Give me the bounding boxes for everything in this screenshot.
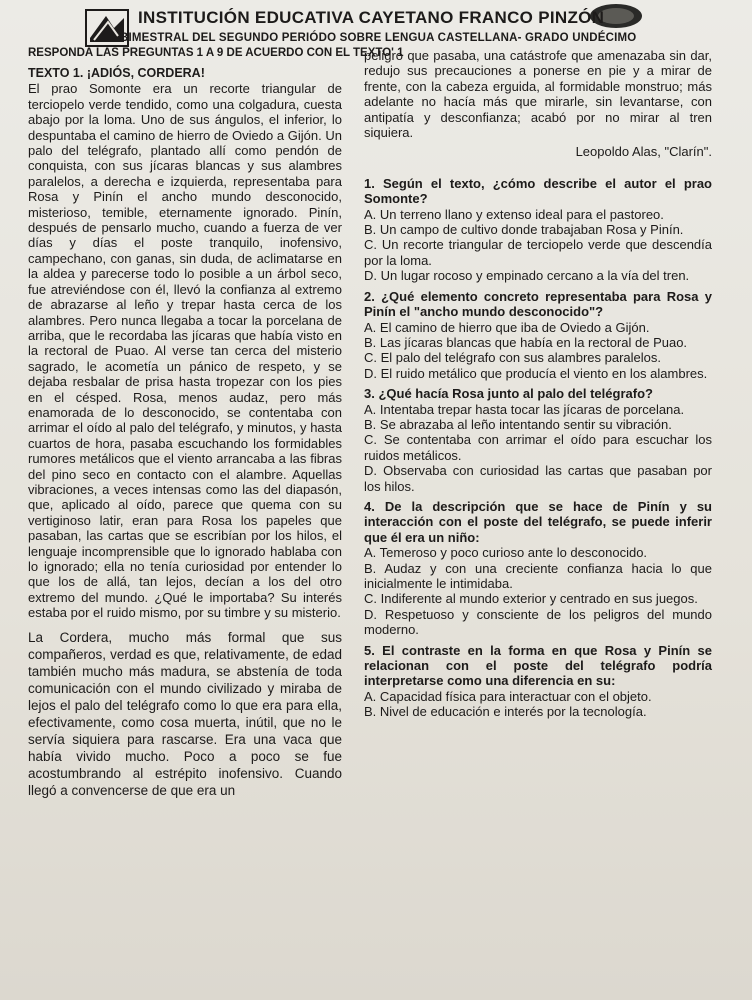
answer-option[interactable]: C. Indiferente al mundo exterior y centrado en sus juegos. [364, 591, 698, 607]
answer-option[interactable]: C. Un recorte triangular de terciopelo verde que descendía por la loma. [364, 237, 712, 268]
exam-subtitle: BIMESTRAL DEL SEGUNDO PERIÓDO SOBRE LENGUA CASTELLANA- GRADO UNDÉCIMO [120, 32, 637, 44]
question-stem: 2. ¿Qué elemento concreto representaba para Rosa y Pinín el "ancho mundo desconocido"? [364, 288, 712, 320]
question-4 [364, 499, 712, 638]
text-paragraph-1: El prao Somonte era un recorte triangular de terciopelo verde tendido, como una colgadura, cuesta abajo por la loma. Uno de sus ángulos, el inferior, lo despuntaba el camino de hierro de Oviedo a Gijón. Un palo del telégrafo, plantado allí como pendón de conquista, con sus jícaras blancas y sus alambres paralelos, a derecha e izquierda, representaba para Rosa y Pinín el ancho mundo desconocido, misterioso, temible, eternamente ignorado. Pinín, después de pensarlo mucho, cuando a fuerza de ver días y días el poste tranquilo, inofensivo, campechano, con ganas, sin duda, de aclimatarse en la aldea y parecerse todo lo posible a un árbol seco, fue atreviéndose con él, llevó la confianza al extremo de abrazarse al leño y trepar hasta cerca de los alambres. Pero nunca llegaba a tocar la porcelana de arriba, que le recordaba las jícaras que había visto en la rectoral de Puao. Al verse tan cerca del misterio sagrado, le acometía un pánico de respeto, y se dejaba resbalar de prisa hasta tropezar con los pies en el césped. Rosa, menos audaz, pero más enamorada de lo desconocido, se contentaba con arrimar el oído al palo del telégrafo, y minutos, y hasta cuartos de hora, pasaba escuchando los formidables rumores metálicos que el viento arrancaba a las fibras del pino seco en contacto con el alambre. Aquellas vibraciones, a veces intensas como las del diapasón, que, aplicado al oído, parece que quema con su vertiginoso latir, eran para Rosa los papeles que pasaban, las cartas que se escribían por los hilos, el lenguaje incomprensible que lo ignorado hablaba con lo ignorado; ella no tenía curiosidad por entender lo que los de allá, tan lejos, decían a los del otro extremo del mundo. ¿Qué le importaba? Su interés estaba por el ruido mismo, por su timbre y su misterio. [28, 81, 342, 621]
author-credit: Leopoldo Alas, "Clarín". [575, 144, 712, 160]
question-1 [364, 176, 712, 284]
reading-text-column [28, 66, 342, 799]
answer-option[interactable]: D. El ruido metálico que producía el viento en los alambres. [364, 365, 708, 381]
answer-option[interactable]: D. Respetuoso y consciente de los peligros del mundo moderno. [364, 606, 712, 638]
questions-column [364, 48, 712, 720]
text-continuation: peligro que pasaba, una catástrofe que amenazaba sin dar, redujo sus precauciones a ponerse en pie y a mirar de frente, con la cabeza erguida, al formidable monstruo; más adelante no hacía más que mirarle, sin levantarse, con antipatía y desconfianza; acabó por no mirar al tren siquiera. [364, 48, 712, 141]
question-stem: 3. ¿Qué hacía Rosa junto al palo del telégrafo? [364, 386, 653, 402]
answer-option[interactable]: A. Un terreno llano y extenso ideal para el pastoreo. [364, 206, 664, 222]
question-5 [364, 643, 712, 720]
answer-option[interactable]: B. Las jícaras blancas que había en la rectoral de Puao. [364, 334, 688, 350]
question-2 [364, 289, 712, 381]
question-stem: 1. Según el texto, ¿cómo describe el autor el prao Somonte? [364, 175, 712, 207]
instructions: RESPONDA LAS PREGUNTAS 1 A 9 DE ACUERDO CON EL TEXTO' 1 [28, 47, 404, 59]
question-3 [364, 386, 712, 494]
answer-option[interactable]: A. Capacidad física para interactuar con el objeto. [364, 688, 652, 704]
question-stem: 4. De la descripción que se hace de Pinín y su interacción con el poste del telégrafo, se puede inferir que él era un niño: [364, 498, 712, 545]
answer-option[interactable]: B. Nivel de educación e interés por la tecnología. [364, 704, 647, 720]
text-title: TEXTO 1. ¡ADIÓS, CORDERA! [28, 66, 205, 80]
answer-option[interactable]: D. Un lugar rocoso y empinado cercano a la vía del tren. [364, 268, 690, 284]
answer-option[interactable]: A. Temeroso y poco curioso ante lo desconocido. [364, 545, 648, 561]
answer-option[interactable]: D. Observaba con curiosidad las cartas que pasaban por los hilos. [364, 463, 712, 494]
answer-option[interactable]: B. Audaz y con una creciente confianza hacia lo que inicialmente le intimidaba. [364, 560, 712, 591]
answer-option[interactable]: B. Se abrazaba al leño intentando sentir su vibración. [364, 416, 672, 432]
answer-option[interactable]: C. Se contentaba con arrimar el oído para escuchar los ruidos metálicos. [364, 432, 712, 463]
text-paragraph-2: La Cordera, mucho más formal que sus compañeros, verdad es que, relativamente, de edad también mucho más madura, se abstenía de toda comunicación con el mundo civilizado y miraba de lejos el palo del telégrafo como lo que era para ella, efectivamente, como cosa muerta, inútil, que no le servía siquiera para rascarse. Era una vaca que había vivido mucho. Poco a poco se fue acostumbrando al estrépito inofensivo. Cuando llegó a convencerse de que era un [28, 629, 342, 798]
question-stem: 5. El contraste en la forma en que Rosa y Pinín se relacionan con el poste del telégrafo podría interpretarse como una diferencia en su: [364, 642, 712, 689]
institution-name: INSTITUCIÓN EDUCATIVA CAYETANO FRANCO PINZÓN [138, 8, 605, 27]
answer-option[interactable]: C. El palo del telégrafo con sus alambres paralelos. [364, 350, 661, 366]
answer-option[interactable]: B. Un campo de cultivo donde trabajaban Rosa y Pinín. [364, 222, 684, 238]
answer-option[interactable]: A. Intentaba trepar hasta tocar las jícaras de porcelana. [364, 401, 685, 417]
answer-option[interactable]: A. El camino de hierro que iba de Oviedo a Gijón. [364, 319, 650, 335]
